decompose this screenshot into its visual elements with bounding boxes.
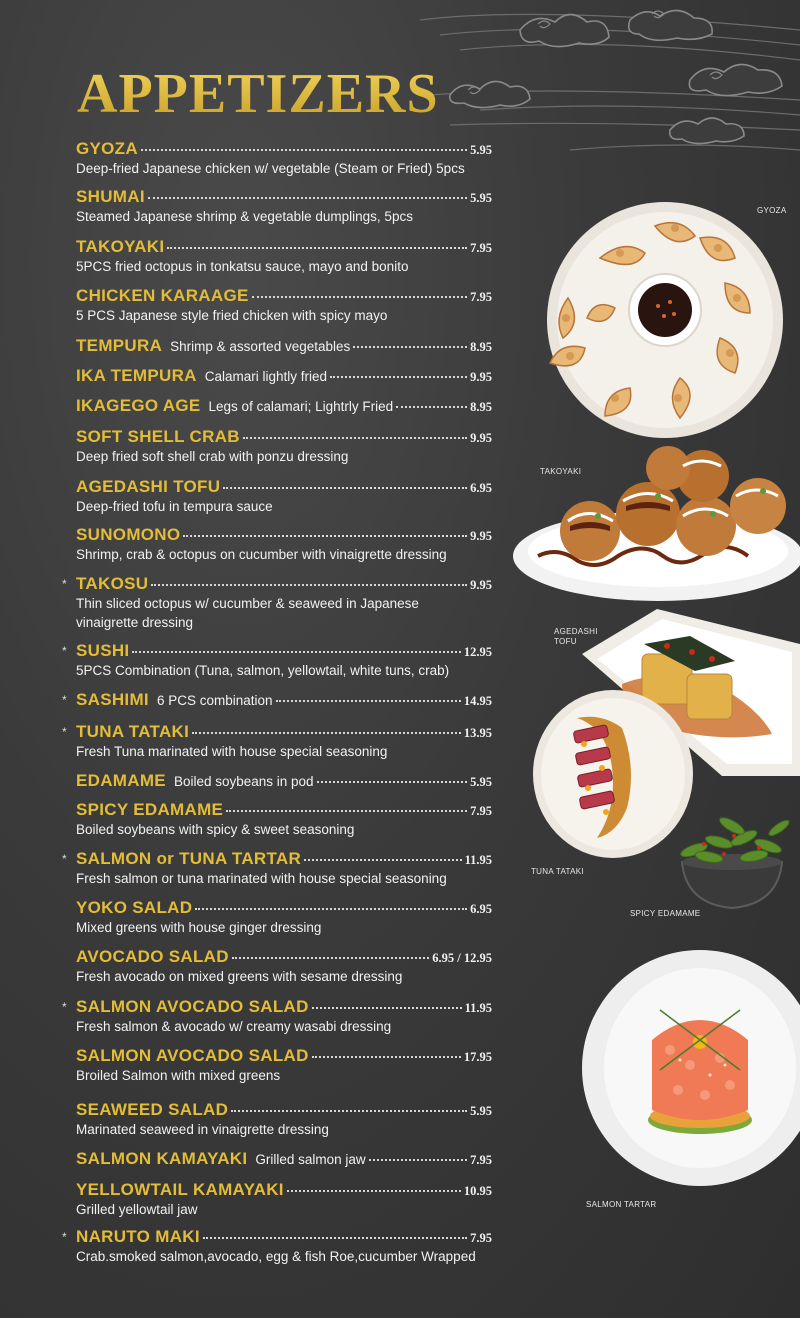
dot-leader	[226, 810, 467, 812]
item-name: TEMPURA	[76, 336, 163, 355]
item-description: Deep fried soft shell crab with ponzu dressing	[76, 449, 349, 464]
menu-item	[76, 286, 492, 325]
item-price: 17.95	[463, 1050, 492, 1064]
raw-item-marker: *	[62, 693, 67, 707]
menu-item-line	[76, 947, 492, 967]
menu-item-line	[76, 396, 492, 416]
menu-item-line	[76, 1149, 492, 1169]
menu-item-line	[76, 574, 492, 594]
menu-item	[76, 396, 492, 416]
menu-item-line	[76, 690, 492, 710]
dot-leader	[148, 197, 467, 199]
menu-item-line	[76, 722, 492, 742]
item-name: TAKOSU	[76, 574, 149, 593]
menu-item	[62, 997, 492, 1036]
item-description: 5 PCS Japanese style fried chicken with spicy mayo	[76, 308, 388, 323]
raw-item-marker: *	[62, 1230, 67, 1244]
item-description: Crab.smoked salmon,avocado, egg & fish Roe,cucumber Wrapped	[76, 1249, 476, 1264]
item-name: SHUMAI	[76, 187, 145, 206]
menu-item	[76, 427, 492, 466]
item-price: 6.95	[470, 481, 492, 495]
dot-leader	[312, 1056, 461, 1058]
dot-leader	[330, 376, 467, 378]
item-price: 11.95	[464, 1001, 492, 1015]
item-description: 5PCS Combination (Tuna, salmon, yellowtail, white tuns, crab)	[76, 663, 450, 678]
menu-item-line	[76, 849, 492, 869]
item-name: SEAWEED SALAD	[76, 1100, 229, 1119]
item-price: 7.95	[470, 804, 492, 818]
dot-leader	[203, 1237, 467, 1239]
item-description: Fresh salmon or tuna marinated with house special seasoning	[76, 871, 447, 886]
item-description: Boiled soybeans with spicy & sweet seasoning	[76, 822, 355, 837]
menu-item	[76, 477, 492, 516]
item-price: 9.95	[470, 370, 492, 384]
menu-item-line	[76, 525, 492, 545]
item-inline-description: 6 PCS combination	[156, 693, 273, 708]
menu-item-line	[76, 1100, 492, 1120]
item-price: 11.95	[464, 853, 492, 867]
menu-item	[76, 1046, 492, 1085]
menu-item-line	[76, 187, 492, 207]
agedashi-photo-label-2: TOFU	[554, 637, 577, 646]
menu-item-line	[76, 427, 492, 447]
item-price: 6.95 / 12.95	[432, 951, 492, 965]
menu-item-line	[76, 800, 492, 820]
item-price: 9.95	[470, 431, 492, 445]
gyoza-photo-label: GYOZA	[757, 206, 787, 215]
raw-item-marker: *	[62, 1000, 67, 1014]
menu-item	[62, 641, 492, 680]
item-price: 12.95	[463, 645, 492, 659]
item-description: Deep-fried Japanese chicken w/ vegetable (Steam or Fried) 5pcs	[76, 161, 465, 176]
item-name: TAKOYAKI	[76, 237, 165, 256]
item-name: TUNA TATAKI	[76, 722, 190, 741]
item-price: 9.95	[470, 529, 492, 543]
raw-item-marker: *	[62, 725, 67, 739]
dot-leader	[132, 651, 460, 653]
dot-leader	[396, 406, 467, 408]
item-name: SASHIMI	[76, 690, 149, 709]
menu-item	[76, 1100, 492, 1139]
dot-leader	[167, 247, 467, 249]
item-price: 7.95	[470, 241, 492, 255]
item-name: YELLOWTAIL KAMAYAKI	[76, 1180, 284, 1199]
menu-item	[62, 690, 492, 710]
item-name: IKA TEMPURA	[76, 366, 197, 385]
dot-leader	[192, 732, 461, 734]
item-price: 7.95	[470, 1153, 492, 1167]
item-description: Grilled yellowtail jaw	[76, 1202, 198, 1217]
dot-leader	[231, 1110, 467, 1112]
menu-item	[76, 1180, 492, 1219]
item-name: AGEDASHI TOFU	[76, 477, 221, 496]
item-description: 5PCS fried octopus in tonkatsu sauce, mayo and bonito	[76, 259, 409, 274]
spicy-edamame-photo-label: SPICY EDAMAME	[630, 909, 701, 918]
dot-leader	[312, 1007, 462, 1009]
item-description: Thin sliced octopus w/ cucumber & seaweed in Japanese	[76, 596, 419, 611]
menu-item-line	[76, 771, 492, 791]
dot-leader	[304, 859, 461, 861]
item-name: SPICY EDAMAME	[76, 800, 224, 819]
menu-item	[76, 800, 492, 839]
item-name: NARUTO MAKI	[76, 1227, 200, 1246]
menu-item-line	[76, 139, 492, 159]
item-description-continued: vinaigrette dressing	[76, 615, 194, 630]
dot-leader	[276, 700, 461, 702]
dot-leader	[232, 957, 429, 959]
page-title: APPETIZERS	[77, 63, 439, 125]
menu-item	[62, 722, 492, 761]
menu-item	[76, 771, 492, 791]
menu-item	[62, 1227, 492, 1266]
item-price: 5.95	[470, 191, 492, 205]
item-description: Steamed Japanese shrimp & vegetable dumplings, 5pcs	[76, 209, 413, 224]
item-description: Shrimp, crab & octopus on cucumber with vinaigrette dressing	[76, 547, 447, 562]
menu-item	[76, 525, 492, 564]
raw-item-marker: *	[62, 852, 67, 866]
item-price: 10.95	[463, 1184, 492, 1198]
dot-leader	[195, 908, 467, 910]
menu-item-line	[76, 898, 492, 918]
menu-item-line	[76, 366, 492, 386]
dot-leader	[369, 1159, 467, 1161]
raw-item-marker: *	[62, 644, 67, 658]
dot-leader	[141, 149, 467, 151]
dot-leader	[151, 584, 467, 586]
menu-item	[76, 187, 492, 226]
menu-item-line	[76, 336, 492, 356]
menu-item-line	[76, 641, 492, 661]
dot-leader	[287, 1190, 461, 1192]
menu-item	[62, 574, 492, 632]
item-name: AVOCADO SALAD	[76, 947, 229, 966]
item-price: 8.95	[470, 340, 492, 354]
item-description: Fresh avocado on mixed greens with sesame dressing	[76, 969, 403, 984]
item-name: SUNOMONO	[76, 525, 181, 544]
menu-item	[76, 336, 492, 356]
gyoza-photo	[540, 198, 790, 448]
item-price: 14.95	[463, 694, 492, 708]
menu-item-line	[76, 286, 492, 306]
dot-leader	[183, 535, 467, 537]
item-inline-description: Calamari lightly fried	[204, 369, 328, 384]
item-name: SALMON or TUNA TARTAR	[76, 849, 302, 868]
menu-item-line	[76, 1227, 492, 1247]
item-price: 13.95	[463, 726, 492, 740]
item-name: SOFT SHELL CRAB	[76, 427, 240, 446]
item-name: SALMON AVOCADO SALAD	[76, 1046, 309, 1065]
dot-leader	[353, 346, 467, 348]
item-name: SUSHI	[76, 641, 130, 660]
item-name: SALMON KAMAYAKI	[76, 1149, 248, 1168]
item-description: Mixed greens with house ginger dressing	[76, 920, 322, 935]
takoyaki-photo-label: TAKOYAKI	[540, 467, 582, 476]
item-description: Fresh Tuna marinated with house special seasoning	[76, 744, 388, 759]
dot-leader	[252, 296, 468, 298]
menu-item	[76, 947, 492, 986]
item-price: 8.95	[470, 400, 492, 414]
menu-item-line	[76, 997, 492, 1017]
salmon-tartar-photo-label: SALMON TARTAR	[586, 1200, 657, 1209]
dot-leader	[223, 487, 467, 489]
menu-item	[76, 1149, 492, 1169]
item-inline-description: Grilled salmon jaw	[255, 1152, 366, 1167]
item-description: Broiled Salmon with mixed greens	[76, 1068, 281, 1083]
item-description: Deep-fried tofu in tempura sauce	[76, 499, 273, 514]
menu-item-line	[76, 477, 492, 497]
item-name: GYOZA	[76, 139, 138, 158]
menu-item	[76, 366, 492, 386]
menu-item-line	[76, 1180, 492, 1200]
dot-leader	[317, 781, 468, 783]
item-name: CHICKEN KARAAGE	[76, 286, 249, 305]
spicy-edamame-photo	[664, 812, 800, 912]
tuna-tataki-photo-label: TUNA TATAKI	[531, 867, 584, 876]
menu-item	[76, 898, 492, 937]
salmon-tartar-photo	[580, 950, 800, 1188]
menu-item-line	[76, 237, 492, 257]
menu-item	[62, 849, 492, 888]
item-description: Fresh salmon & avocado w/ creamy wasabi dressing	[76, 1019, 392, 1034]
item-name: IKAGEGO AGE	[76, 396, 201, 415]
item-price: 7.95	[470, 1231, 492, 1245]
item-price: 6.95	[470, 902, 492, 916]
item-price: 5.95	[470, 143, 492, 157]
menu-item	[76, 139, 492, 178]
item-inline-description: Shrimp & assorted vegetables	[170, 339, 351, 354]
item-name: YOKO SALAD	[76, 898, 193, 917]
menu-item-line	[76, 1046, 492, 1066]
raw-item-marker: *	[62, 577, 67, 591]
dot-leader	[243, 437, 467, 439]
item-description: Marinated seaweed in vinaigrette dressing	[76, 1122, 329, 1137]
menu-item	[76, 237, 492, 276]
item-name: SALMON AVOCADO SALAD	[76, 997, 309, 1016]
item-name: EDAMAME	[76, 771, 166, 790]
item-inline-description: Boiled soybeans in pod	[173, 774, 314, 789]
item-price: 9.95	[470, 578, 492, 592]
item-price: 5.95	[470, 1104, 492, 1118]
item-price: 5.95	[470, 775, 492, 789]
item-inline-description: Legs of calamari; Lightrly Fried	[208, 399, 394, 414]
item-price: 7.95	[470, 290, 492, 304]
agedashi-photo-label-1: AGEDASHI	[554, 627, 598, 636]
